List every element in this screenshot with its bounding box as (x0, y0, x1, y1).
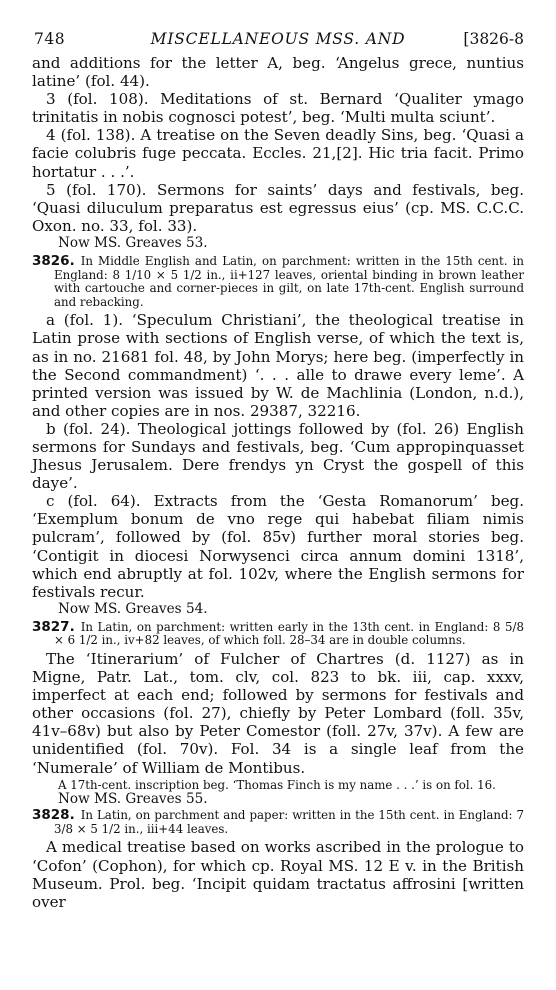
intro-item: 5 (fol. 170). Sermons for saints’ days and festivals, beg. ‘Quasi diluculum preparatus est egressus eius’ (cp. MS. C.C.C. Oxon. no. 33, fol. 33). (32, 180, 524, 235)
entry-heading (32, 618, 524, 648)
running-title: MISCELLANEOUS MSS. AND (150, 30, 406, 48)
intro-line: and additions for the letter A, beg. ‘Angelus grece, nuntius latine’ (fol. 44). (32, 54, 524, 91)
entry-number: 3827. (32, 618, 75, 635)
running-header (32, 30, 524, 54)
entry-number: 3826. (32, 252, 75, 269)
entry-note: A 17th-cent. inscription beg. ‘Thomas Finch is my name . . .’ is on fol. 16. (58, 777, 496, 792)
intro-item: 3 (fol. 108). Meditations of st. Bernard ‘Qualiter ymago trinitatis in nobis cognosci potest’, beg. ‘Multi multa sciunt’. (32, 90, 524, 127)
shelfmark: Now MS. Greaves 55. (58, 791, 208, 808)
entry-description: In Latin, on parchment and paper: written in the 15th cent. in England: 7 3/8 × 5 1/2 in., iii+44 leaves. (54, 808, 524, 836)
shelfmark: Now MS. Greaves 54. (58, 600, 208, 617)
entry-heading (32, 809, 524, 836)
entry-number: 3828. (32, 807, 75, 824)
catalogue-page (32, 30, 524, 911)
entry-3828 (32, 809, 524, 911)
shelfmark: Now MS. Greaves 53. (58, 234, 208, 251)
intro-item: 4 (fol. 138). A treatise on the Seven deadly Sins, beg. ‘Quasi a facie colubris fuge peccata. Eccles. 21,[2]. Hic tria facit. Primo hortatur . . .’. (32, 126, 524, 181)
entry-paragraph: The ‘Itinerarium’ of Fulcher of Chartres (d. 1127) as in Migne, Patr. Lat., tom. clv, col. 823 to bk. iii, cap. xxxv, imperfect at each end; followed by sermons for festivals and other occasions (fol. 27), chiefly by Peter Lombard (foll. 35v, 41v–68v) but also by Peter Comestor (foll. 27v, 37v). A few are unidentified (fol. 70v). Fol. 34 is a single leaf from the ‘Numerale’ of William de Montibus. (32, 650, 524, 777)
entry-description: In Latin, on parchment: written early in the 13th cent. in England: 8 5/8 × 6 1/2 in., iv+82 leaves, of which foll. 28–34 are in double columns. (54, 619, 524, 648)
entry-paragraph: a (fol. 1). ‘Speculum Christiani’, the theological treatise in Latin prose with sections of English verse, of which the text is, as in no. 21681 fol. 48, by John Morys; here beg. (imperfectly in the Second commandment) ‘. . . alle to drawe every leme’. A printed version was issued by W. de Machlinia (London, n.d.), and other copies are in nos. 29387, 32216. (32, 311, 524, 420)
entry-paragraph: A medical treatise based on works ascribed in the prologue to ‘Cofon’ (Cophon), for which cp. Royal MS. 12 E v. in the British Museum. Prol. beg. ‘Incipit quidam tractatus affrosini [written over (32, 838, 524, 911)
entry-description: In Middle English and Latin, on parchment: written in the 15th cent. in England: 8 1/10 × 5 1/2 in., ii+127 leaves, oriental binding in brown leather with cartouche and corner-pieces in gilt, on late 17th-cent. English surround and rebacking. (54, 253, 524, 309)
intro-continuation (32, 54, 524, 252)
entry-heading (32, 252, 524, 309)
entry-range: [3826-8 (463, 30, 524, 48)
entry-paragraph: c (fol. 64). Extracts from the ‘Gesta Romanorum’ beg. ‘Exemplum bonum de vno rege qui habebat filiam nimis pulcram’, followed by (fol. 85v) further moral stories beg. ‘Contigit in diocesi Norwysenci circa annum domini 1318’, which end abruptly at fol. 102v, where the English sermons for festivals recur. (32, 492, 524, 601)
page-number: 748 (34, 30, 66, 48)
entry-3827 (32, 618, 524, 808)
entry-3826 (32, 252, 524, 618)
entry-paragraph: b (fol. 24). Theological jottings followed by (fol. 26) English sermons for Sundays and festivals, beg. ‘Cum appropinquasset Jhesus Jerusalem. Dere frendys yn Cryst the gospell of this daye’. (32, 419, 524, 493)
